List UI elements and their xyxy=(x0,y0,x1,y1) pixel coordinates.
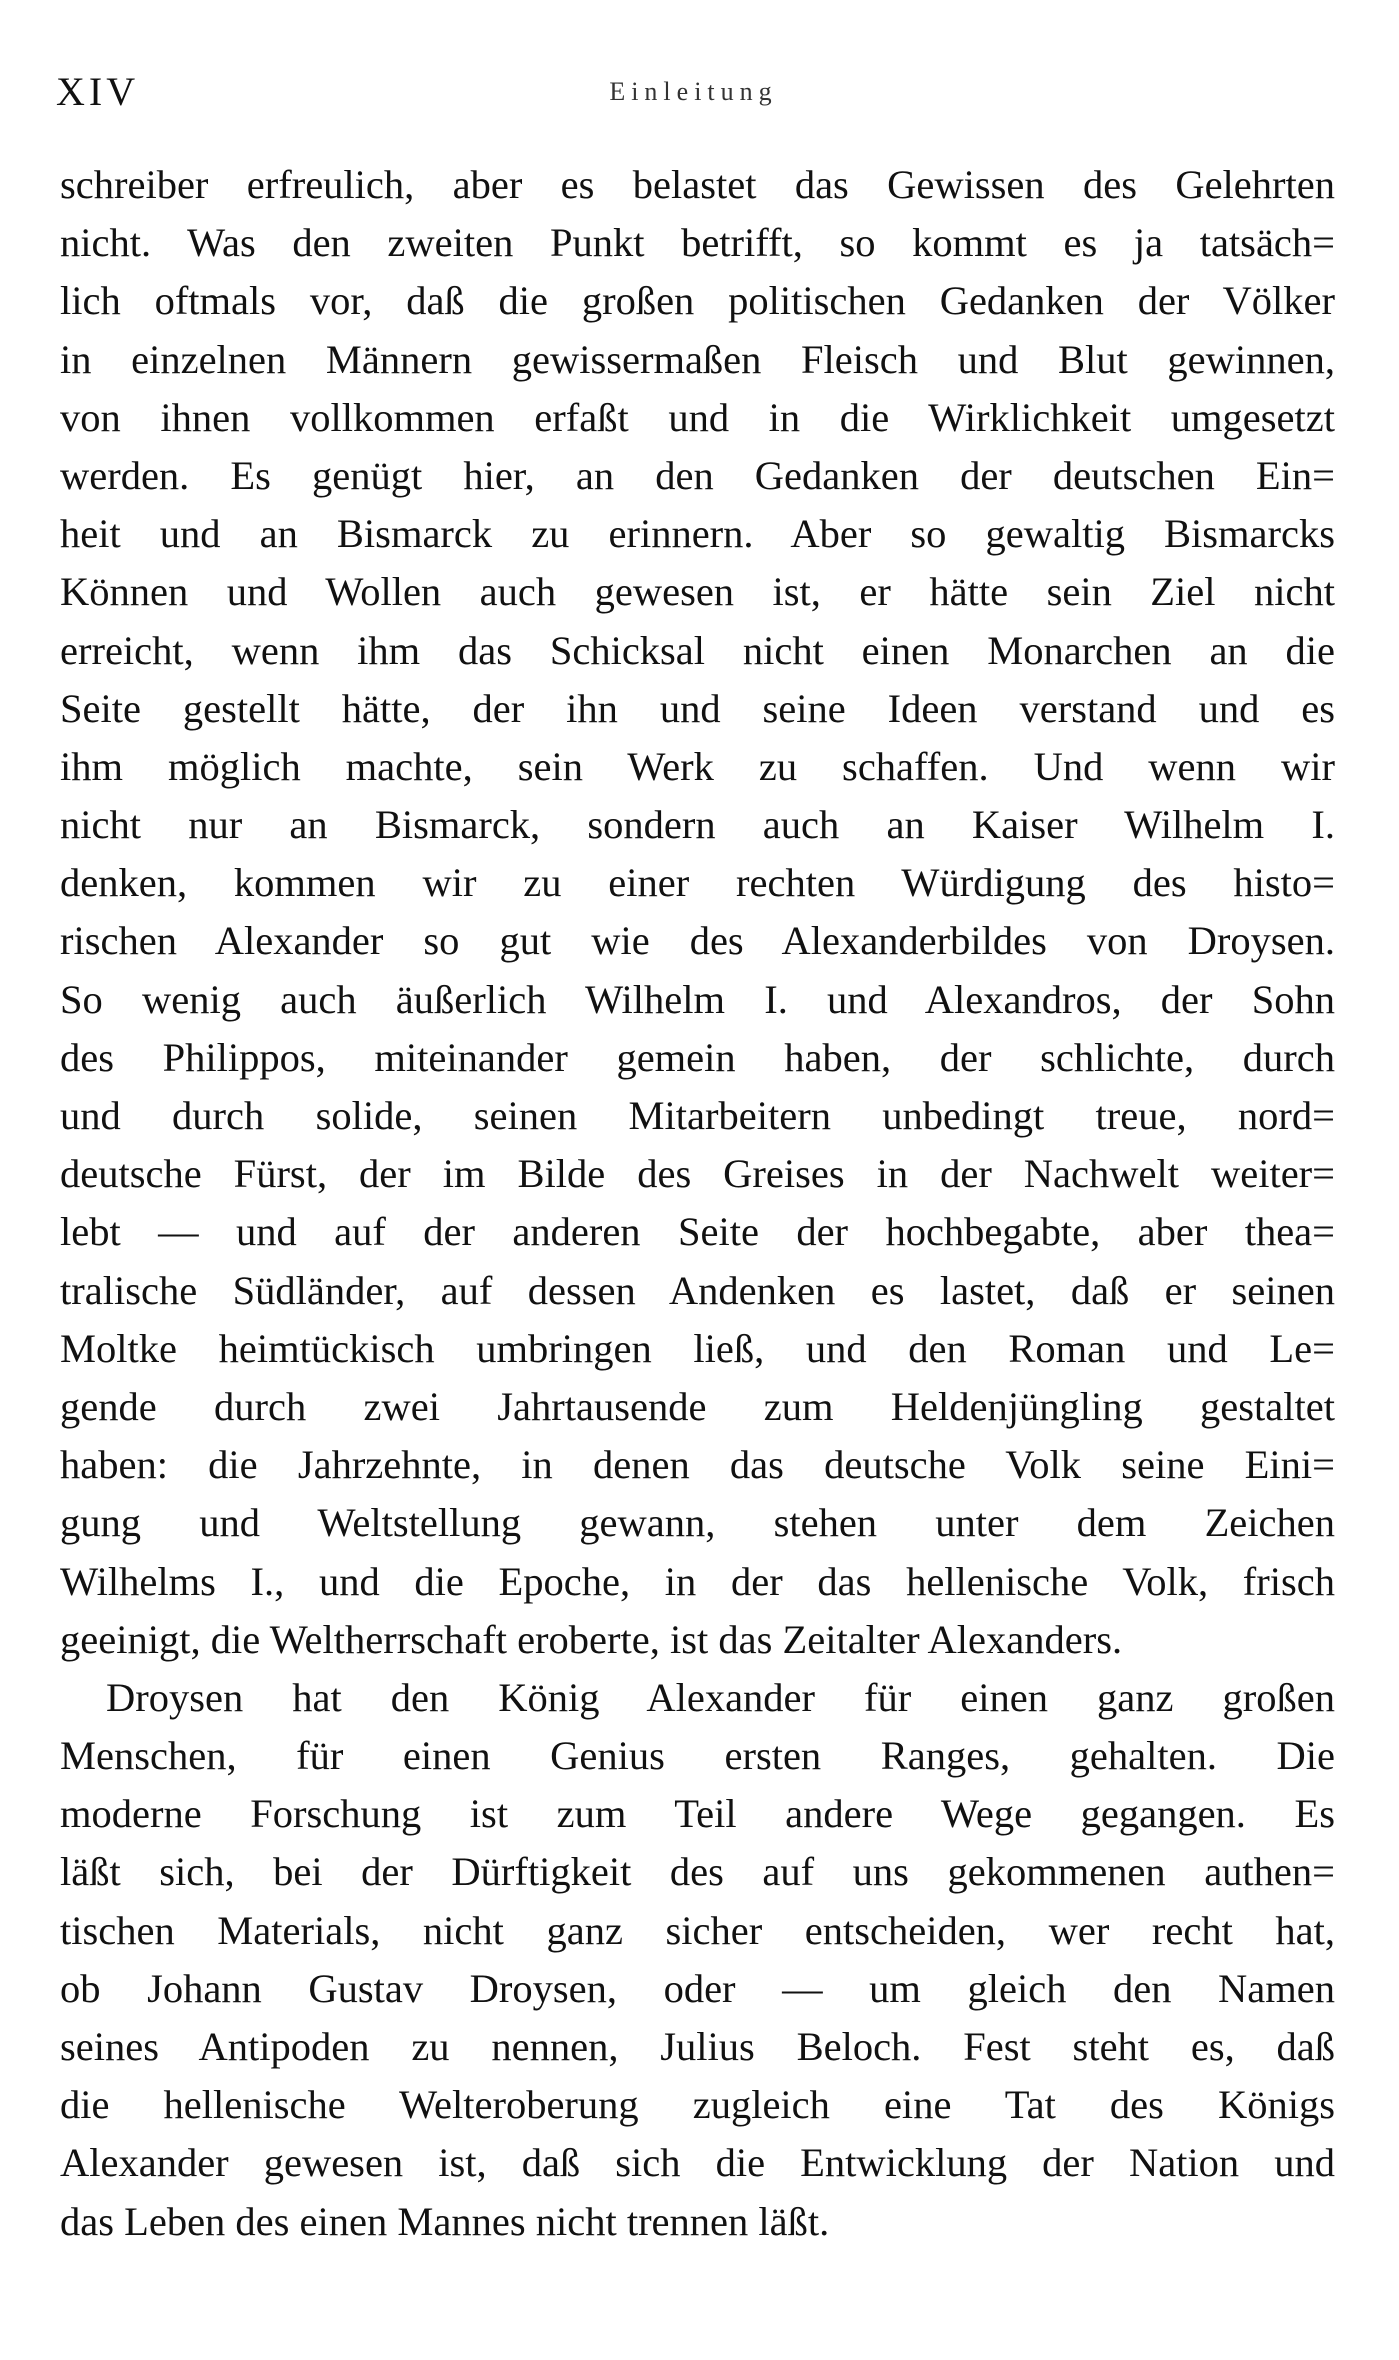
text-line: nicht. Was den zweiten Punkt betrifft, so kommt es ja tatsäch= xyxy=(60,220,1335,266)
text-line: So wenig auch äußerlich Wilhelm I. und Alexandros, der Sohn xyxy=(60,976,1335,1022)
text-line: erreicht, wenn ihm das Schicksal nicht einen Monarchen an die xyxy=(60,627,1335,673)
text-line: tischen Materials, nicht ganz sicher entscheiden, wer recht hat, xyxy=(60,1907,1335,1953)
page-number: XIV xyxy=(56,69,140,114)
text-line: schreiber erfreulich, aber es belastet das Gewissen des Gelehrten xyxy=(60,162,1335,207)
paragraph-2 xyxy=(60,1669,1335,2251)
text-line: moderne Forschung ist zum Teil andere Wege gegangen. Es xyxy=(60,1791,1335,1837)
text-line: gung und Weltstellung gewann, stehen unter dem Zeichen xyxy=(60,1500,1335,1546)
text-line: gende durch zwei Jahrtausende zum Heldenjüngling gestaltet xyxy=(60,1383,1335,1429)
text-line: Alexander gewesen ist, daß sich die Entwicklung der Nation und xyxy=(60,2140,1335,2186)
text-line: werden. Es genügt hier, an den Gedanken der deutschen Ein= xyxy=(60,452,1335,498)
text-line: Können und Wollen auch gewesen ist, er hätte sein Ziel nicht xyxy=(60,569,1335,615)
text-line: ob Johann Gustav Droysen, oder — um gleich den Namen xyxy=(60,1965,1335,2011)
text-line: deutsche Fürst, der im Bilde des Greises in der Nachwelt weiter= xyxy=(60,1151,1335,1197)
text-line: seines Antipoden zu nennen, Julius Beloch. Fest steht es, daß xyxy=(60,2024,1335,2069)
text-line: Seite gestellt hätte, der ihn und seine Ideen verstand und es xyxy=(60,685,1335,731)
text-line: und durch solide, seinen Mitarbeitern unbedingt treue, nord= xyxy=(60,1093,1335,1138)
text-line: die hellenische Welteroberung zugleich eine Tat des Königs xyxy=(60,2082,1335,2128)
text-line: in einzelnen Männern gewissermaßen Fleisch und Blut gewinnen, xyxy=(60,336,1335,382)
text-line: heit und an Bismarck zu erinnern. Aber so gewaltig Bismarcks xyxy=(60,511,1335,557)
text-line: nicht nur an Bismarck, sondern auch an Kaiser Wilhelm I. xyxy=(60,802,1335,848)
body-text xyxy=(60,156,1335,2251)
text-line: geeinigt, die Weltherrschaft eroberte, ist das Zeitalter Alexanders. xyxy=(60,1616,1123,1662)
text-line: das Leben des einen Mannes nicht trennen läßt. xyxy=(60,2198,830,2244)
text-line: lich oftmals vor, daß die großen politischen Gedanken der Völker xyxy=(60,278,1335,324)
text-line: denken, kommen wir zu einer rechten Würdigung des histo= xyxy=(60,860,1335,906)
text-line: rischen Alexander so gut wie des Alexanderbildes von Droysen. xyxy=(60,918,1335,964)
text-line: haben: die Jahrzehnte, in denen das deutsche Volk seine Eini= xyxy=(60,1442,1335,1488)
text-line: von ihnen vollkommen erfaßt und in die Wirklichkeit umgesetzt xyxy=(60,394,1335,440)
running-head xyxy=(56,62,1331,122)
text-line: ihm möglich machte, sein Werk zu schaffen. Und wenn wir xyxy=(60,743,1335,789)
text-line: Moltke heimtückisch umbringen ließ, und den Roman und Le= xyxy=(60,1325,1335,1371)
text-line: des Philippos, miteinander gemein haben, der schlichte, durch xyxy=(60,1034,1335,1080)
text-line: Menschen, für einen Genius ersten Ranges, gehalten. Die xyxy=(60,1733,1335,1779)
text-line: lebt — und auf der anderen Seite der hochbegabte, aber thea= xyxy=(60,1209,1335,1255)
running-title: Einleitung xyxy=(609,77,778,106)
text-line: läßt sich, bei der Dürftigkeit des auf uns gekommenen authen= xyxy=(60,1849,1335,1895)
text-line: tralische Südländer, auf dessen Andenken es lastet, daß er seinen xyxy=(60,1267,1335,1313)
text-line: Droysen hat den König Alexander für einen ganz großen xyxy=(106,1674,1335,1720)
paragraph-1 xyxy=(60,156,1335,1669)
text-line: Wilhelms I., und die Epoche, in der das hellenische Volk, frisch xyxy=(60,1558,1335,1604)
